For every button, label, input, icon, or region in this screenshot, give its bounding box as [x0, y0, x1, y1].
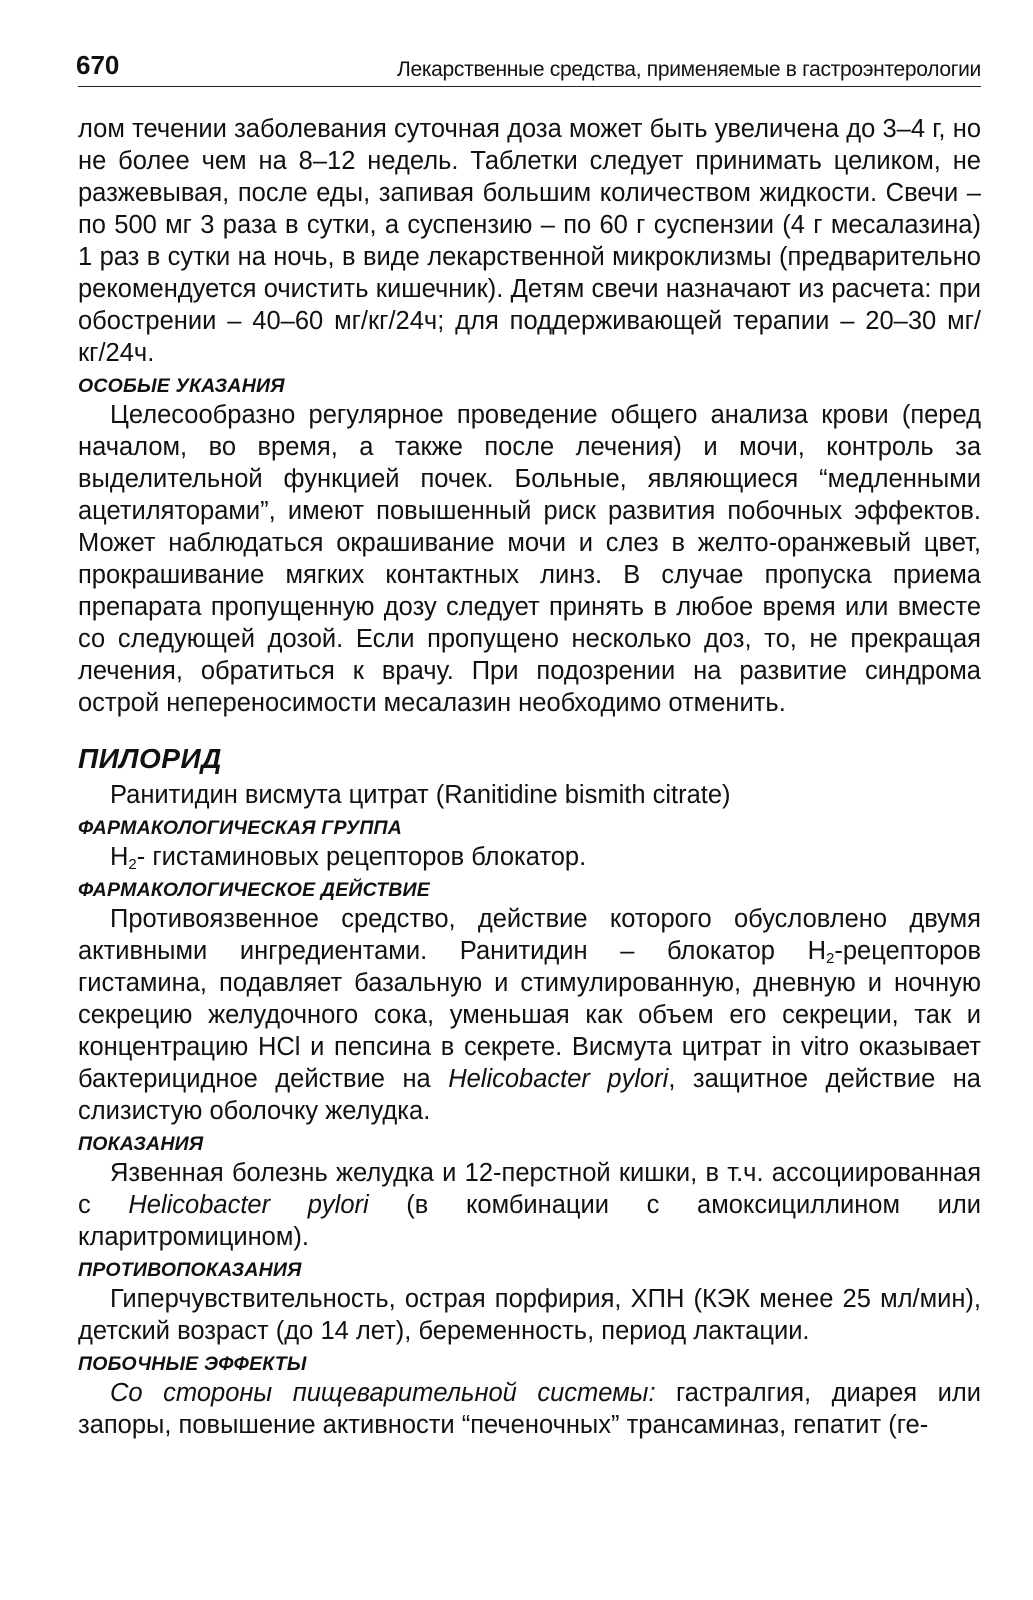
page-content [78, 87, 981, 1441]
side-effects-heading: ПОБОЧНЫЕ ЭФФЕКТЫ [78, 1353, 307, 1375]
pharm-action-text-3: , защитное действие на слизистую оболочку желудка. [78, 1065, 981, 1125]
indications-text-2: (в комбинации с амоксициллином или кларитромицином). [78, 1191, 981, 1251]
pharm-group-text: - гистаминовых рецепторов блокатор. [136, 843, 587, 871]
pharm-action-paragraph [78, 903, 981, 1127]
indications-organism: Helicobacter pylori [128, 1191, 369, 1219]
contra-paragraph: Гиперчувствительность, острая порфирия, ХПН (КЭК менее 25 мл/мин), детский возраст (до 14 лет), беременность, период лактации. [78, 1285, 981, 1345]
h-letter: H [110, 843, 129, 871]
side-effects-paragraph [78, 1377, 981, 1441]
special-heading: ОСОБЫЕ УКАЗАНИЯ [78, 375, 285, 397]
side-effects-lead: Со стороны пищеварительной системы: [110, 1379, 656, 1407]
indications-paragraph [78, 1157, 981, 1253]
pharm-action-text-2: -рецепторов гистамина, подавляет базальную и стимулированную, дневную и ночную секрецию желудочного сока, уменьшая как объем его секреции, так и концентрацию HCl и пепсина в секрете. Висмута цитрат in vitro оказывает бактерицидное действие на [78, 937, 981, 1093]
pharm-action-organism: Helicobacter pylori [448, 1065, 669, 1093]
special-paragraph: Целесообразно регулярное проведение общего анализа крови (перед началом, во время, а также после лечения) и мочи, контроль за выделительной функцией почек. Больные, являющиеся “медленными ацетиляторами”, имеют повышенный риск развития побочных эффектов. Может наблюдаться окрашивание мочи и слез в желто-оранжевый цвет, прокрашивание мягких контактных линз. В случае пропуска приема препарата пропущенную дозу следует принять в любое время или вместе со следующей дозой. Если пропущено несколько доз, то, не прекращая лечения, обратиться к врачу. При подозрении на развитие синдрома острой непереносимости месалазин необходимо отменить. [78, 401, 981, 717]
contra-heading: ПРОТИВОПОКАЗАНИЯ [78, 1259, 302, 1281]
page-header [78, 0, 981, 87]
intro-paragraph: лом течении заболевания суточная доза может быть увеличена до 3–4 г, но не более чем на 8–12 недель. Таблетки следует принимать целиком, не разжевывая, после еды, запивая большим количеством жидкости. Свечи – по 500 мг 3 раза в сутки, а суспензию – по 60 г суспензии (4 г месалазина) 1 раз в сутки на ночь, в виде лекарственной микроклизмы (предварительно рекомендуется очистить кишечник). Детям свечи назначают из расчета: при обострении – 40–60 мг/кг/24ч; для поддерживающей терапии – 20–30 мг/кг/24ч. [78, 115, 981, 367]
indications-heading: ПОКАЗАНИЯ [78, 1133, 204, 1155]
pharm-action-subscript: 2 [826, 950, 835, 967]
indications-text-1: Язвенная болезнь желудка и 12-перстной кишки, в т.ч. ассоциированная с [78, 1159, 981, 1219]
side-effects-text: гастралгия, диарея или запоры, повышение активности “печеночных” трансаминаз, гепатит (ге- [78, 1379, 981, 1439]
drug-inn: Ранитидин висмута цитрат (Ranitidine bismith citrate) [110, 781, 731, 809]
h-subscript: 2 [128, 856, 137, 873]
pharm-group-heading: ФАРМАКОЛОГИЧЕСКАЯ ГРУППА [78, 817, 403, 839]
page-number: 670 [76, 50, 120, 80]
drug-name: ПИЛОРИД [78, 743, 222, 774]
pharm-action-heading: ФАРМАКОЛОГИЧЕСКОЕ ДЕЙСТВИЕ [78, 879, 430, 901]
pharm-group-paragraph [78, 841, 981, 873]
pharm-action-text-1: Противоязвенное средство, действие которого обусловлено двумя активными ингредиентами. Ранитидин – блокатор H [78, 905, 981, 965]
running-title: Лекарственные средства, применяемые в гастроэнтерологии [396, 58, 981, 81]
